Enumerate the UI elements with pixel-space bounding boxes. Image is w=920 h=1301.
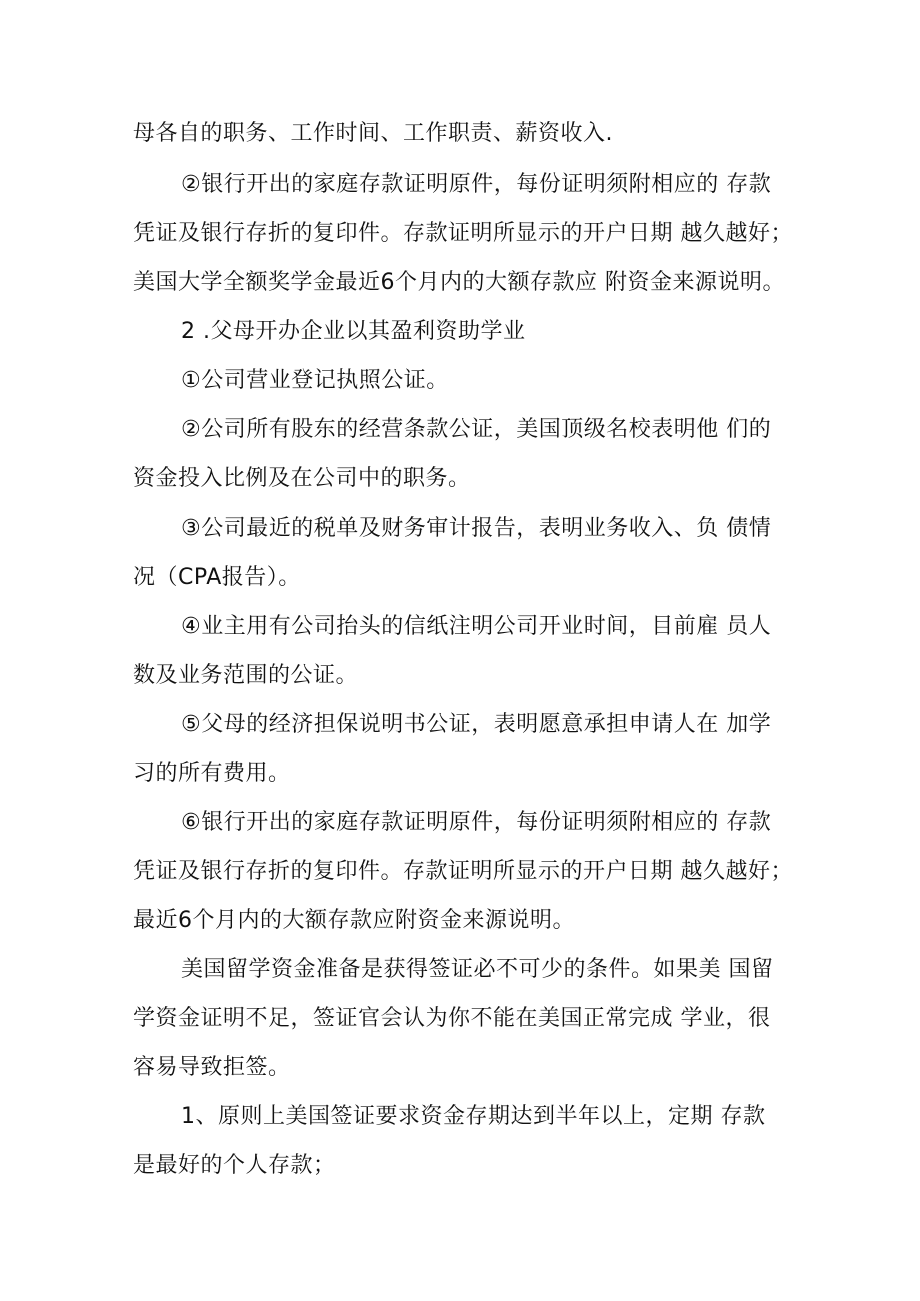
text-line: 最近6个月内的大额存款应附资金来源说明。	[133, 908, 575, 933]
text-line: ③公司最近的税单及财务审计报告，表明业务收入、负 债情	[181, 516, 772, 541]
text-line: 资金投入比例及在公司中的职务。	[133, 466, 471, 491]
text-line: ④业主用有公司抬头的信纸注明公司开业时间，目前雇 员人	[181, 614, 772, 639]
text-line: 母各自的职务、工作时间、工作职责、薪资收入.	[133, 121, 613, 146]
text-line: ②公司所有股东的经营条款公证，美国顶级名校表明他 们的	[181, 417, 772, 442]
text-line: 是最好的个人存款；	[133, 1153, 336, 1178]
text-line: 习的所有费用。	[133, 761, 291, 786]
text-line: ①公司营业登记执照公证。	[181, 368, 449, 393]
text-line: ②银行开出的家庭存款证明原件，每份证明须附相应的 存款	[181, 172, 772, 197]
text-line: 况（CPA报告）。	[133, 565, 301, 590]
text-line: 容易导致拒签。	[133, 1055, 291, 1080]
section-heading: 2 .父母开办企业以其盈利资助学业	[181, 319, 526, 344]
text-line: ⑤父母的经济担保说明书公证，表明愿意承担申请人在 加学	[181, 712, 772, 737]
text-line: 美国留学资金准备是获得签证必不可少的条件。如果美 国留	[181, 957, 774, 982]
text-line: 数及业务范围的公证。	[133, 663, 359, 688]
text-line: 凭证及银行存折的复印件。存款证明所显示的开户日期 越久越好；	[133, 859, 793, 884]
text-line: 1、原则上美国签证要求资金存期达到半年以上，定期 存款	[181, 1104, 766, 1129]
text-line: ⑥银行开出的家庭存款证明原件，每份证明须附相应的 存款	[181, 810, 772, 835]
text-line: 凭证及银行存折的复印件。存款证明所显示的开户日期 越久越好；	[133, 221, 793, 246]
text-line: 美国大学全额奖学金最近6个月内的大额存款应 附资金来源说明。	[133, 270, 785, 295]
text-line: 学资金证明不足，签证官会认为你不能在美国正常完成 学业，很	[133, 1006, 771, 1031]
